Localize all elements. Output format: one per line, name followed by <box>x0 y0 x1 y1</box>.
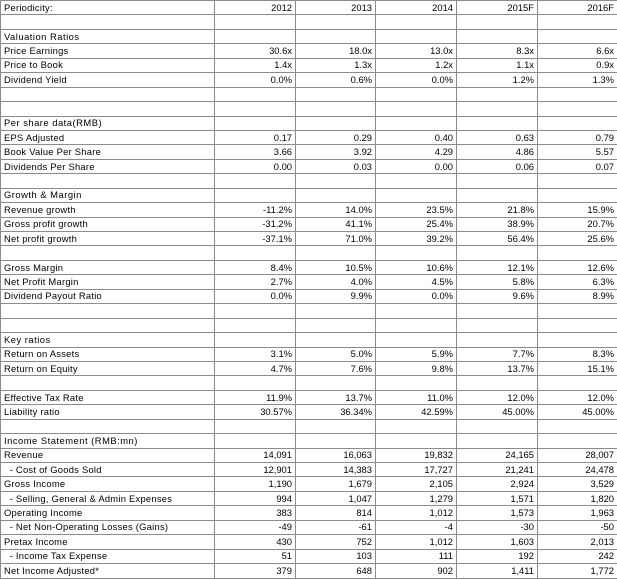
value-cell[interactable]: 2,013 <box>538 535 617 549</box>
table-row <box>1 361 617 375</box>
value-cell[interactable]: 41.1% <box>296 217 376 231</box>
empty-cell[interactable] <box>538 304 617 318</box>
spacer-row <box>1 174 617 188</box>
value-cell[interactable]: -11.2% <box>215 203 296 217</box>
value-cell[interactable]: 13.0x <box>376 44 457 58</box>
row-label[interactable]: Effective Tax Rate <box>1 390 215 404</box>
empty-cell[interactable] <box>215 376 296 390</box>
value-cell[interactable]: 242 <box>538 549 617 563</box>
value-cell[interactable]: 3.66 <box>215 145 296 159</box>
value-cell[interactable]: 192 <box>457 549 538 563</box>
empty-cell[interactable] <box>215 304 296 318</box>
value-cell[interactable]: 5.0% <box>296 347 376 361</box>
value-cell[interactable]: 12.0% <box>538 390 617 404</box>
value-cell[interactable]: 1.4x <box>215 58 296 72</box>
value-cell[interactable]: 0.9x <box>538 58 617 72</box>
empty-cell[interactable] <box>215 87 296 101</box>
table-row <box>1 448 617 462</box>
section-title[interactable]: Income Statement (RMB:mn) <box>1 434 215 448</box>
table-row <box>1 506 617 520</box>
empty-cell[interactable] <box>376 102 457 116</box>
empty-cell[interactable] <box>1 246 215 260</box>
value-cell[interactable]: 11.0% <box>376 390 457 404</box>
value-cell[interactable]: 24,165 <box>457 448 538 462</box>
value-cell[interactable]: 10.5% <box>296 260 376 274</box>
value-cell[interactable]: 9.9% <box>296 289 376 303</box>
empty-cell[interactable] <box>296 419 376 433</box>
empty-cell[interactable] <box>296 333 376 347</box>
year-header-2012[interactable]: 2012 <box>215 1 296 15</box>
value-cell[interactable]: 7.6% <box>296 361 376 375</box>
section-title[interactable]: Valuation Ratios <box>1 29 215 43</box>
empty-cell[interactable] <box>457 318 538 332</box>
row-label[interactable]: Dividend Yield <box>1 73 215 87</box>
value-cell[interactable]: 1,820 <box>538 491 617 505</box>
empty-cell[interactable] <box>457 304 538 318</box>
value-cell[interactable]: 0.07 <box>538 159 617 173</box>
value-cell[interactable]: 6.6x <box>538 44 617 58</box>
empty-cell[interactable] <box>1 419 215 433</box>
row-label[interactable]: Gross Margin <box>1 260 215 274</box>
empty-cell[interactable] <box>215 333 296 347</box>
empty-cell[interactable] <box>376 15 457 29</box>
value-cell[interactable]: 752 <box>296 535 376 549</box>
value-cell[interactable]: 4.29 <box>376 145 457 159</box>
value-cell[interactable]: 1,963 <box>538 506 617 520</box>
section-title[interactable]: Per share data(RMB) <box>1 116 215 130</box>
spacer-row <box>1 246 617 260</box>
empty-cell[interactable] <box>457 29 538 43</box>
empty-cell[interactable] <box>457 116 538 130</box>
value-cell[interactable]: -31.2% <box>215 217 296 231</box>
table-row <box>1 405 617 419</box>
empty-cell[interactable] <box>215 116 296 130</box>
value-cell[interactable]: 8.9% <box>538 289 617 303</box>
value-cell[interactable]: 994 <box>215 491 296 505</box>
empty-cell[interactable] <box>296 304 376 318</box>
empty-cell[interactable] <box>376 188 457 202</box>
value-cell[interactable]: 1.3x <box>296 58 376 72</box>
row-label[interactable]: - Selling, General & Admin Expenses <box>1 491 215 505</box>
empty-cell[interactable] <box>538 376 617 390</box>
value-cell[interactable]: 15.9% <box>538 203 617 217</box>
empty-cell[interactable] <box>215 434 296 448</box>
empty-cell[interactable] <box>215 419 296 433</box>
empty-cell[interactable] <box>538 174 617 188</box>
row-label[interactable]: - Net Non-Operating Losses (Gains) <box>1 520 215 534</box>
value-cell[interactable]: 2.7% <box>215 275 296 289</box>
value-cell[interactable]: 38.9% <box>457 217 538 231</box>
empty-cell[interactable] <box>215 29 296 43</box>
value-cell[interactable]: 9.8% <box>376 361 457 375</box>
value-cell[interactable]: 430 <box>215 535 296 549</box>
value-cell[interactable]: 12.1% <box>457 260 538 274</box>
row-label[interactable]: Dividends Per Share <box>1 159 215 173</box>
value-cell[interactable]: 36.34% <box>296 405 376 419</box>
value-cell[interactable]: 383 <box>215 506 296 520</box>
value-cell[interactable]: 8.3% <box>538 347 617 361</box>
value-cell[interactable]: 3,529 <box>538 477 617 491</box>
section-header-row <box>1 116 617 130</box>
value-cell[interactable]: 23.5% <box>376 203 457 217</box>
value-cell[interactable]: 1.3% <box>538 73 617 87</box>
empty-cell[interactable] <box>376 29 457 43</box>
value-cell[interactable]: 814 <box>296 506 376 520</box>
section-header-row <box>1 434 617 448</box>
spacer-row <box>1 419 617 433</box>
empty-cell[interactable] <box>376 419 457 433</box>
value-cell[interactable]: 0.06 <box>457 159 538 173</box>
value-cell[interactable]: 111 <box>376 549 457 563</box>
table-row <box>1 73 617 87</box>
value-cell[interactable]: 0.17 <box>215 130 296 144</box>
year-header-2013[interactable]: 2013 <box>296 1 376 15</box>
empty-cell[interactable] <box>215 174 296 188</box>
empty-cell[interactable] <box>457 87 538 101</box>
value-cell[interactable]: 19,832 <box>376 448 457 462</box>
value-cell[interactable]: 1,012 <box>376 535 457 549</box>
row-label[interactable]: Price to Book <box>1 58 215 72</box>
value-cell[interactable]: 20.7% <box>538 217 617 231</box>
empty-cell[interactable] <box>457 333 538 347</box>
empty-cell[interactable] <box>538 116 617 130</box>
value-cell[interactable]: 18.0x <box>296 44 376 58</box>
value-cell[interactable]: 1,190 <box>215 477 296 491</box>
spacer-row <box>1 87 617 101</box>
value-cell[interactable]: 12.0% <box>457 390 538 404</box>
value-cell[interactable]: 8.4% <box>215 260 296 274</box>
empty-cell[interactable] <box>1 174 215 188</box>
value-cell[interactable]: 4.86 <box>457 145 538 159</box>
empty-cell[interactable] <box>296 434 376 448</box>
empty-cell[interactable] <box>1 304 215 318</box>
empty-cell[interactable] <box>376 434 457 448</box>
empty-cell[interactable] <box>538 419 617 433</box>
value-cell[interactable]: 0.6% <box>296 73 376 87</box>
value-cell[interactable]: 2,105 <box>376 477 457 491</box>
empty-cell[interactable] <box>296 102 376 116</box>
value-cell[interactable]: 4.7% <box>215 361 296 375</box>
value-cell[interactable]: 25.6% <box>538 232 617 246</box>
header-row <box>1 1 617 15</box>
value-cell[interactable]: 0.63 <box>457 130 538 144</box>
table-row <box>1 520 617 534</box>
value-cell[interactable]: -49 <box>215 520 296 534</box>
empty-cell[interactable] <box>376 174 457 188</box>
row-label[interactable]: Net profit growth <box>1 232 215 246</box>
row-label[interactable]: Liability ratio <box>1 405 215 419</box>
value-cell[interactable]: 30.57% <box>215 405 296 419</box>
empty-cell[interactable] <box>296 246 376 260</box>
value-cell[interactable]: 0.79 <box>538 130 617 144</box>
spacer-row <box>1 304 617 318</box>
value-cell[interactable]: -37.1% <box>215 232 296 246</box>
row-label[interactable]: EPS Adjusted <box>1 130 215 144</box>
empty-cell[interactable] <box>457 246 538 260</box>
row-label[interactable]: Pretax Income <box>1 535 215 549</box>
periodicity-label[interactable]: Periodicity: <box>1 1 215 15</box>
row-label[interactable]: Return on Equity <box>1 361 215 375</box>
value-cell[interactable]: -61 <box>296 520 376 534</box>
value-cell[interactable]: 12,901 <box>215 463 296 477</box>
spacer-row <box>1 102 617 116</box>
value-cell[interactable]: 21,241 <box>457 463 538 477</box>
value-cell[interactable]: 28,007 <box>538 448 617 462</box>
value-cell[interactable]: 45.00% <box>457 405 538 419</box>
value-cell[interactable]: 51 <box>215 549 296 563</box>
table-row <box>1 130 617 144</box>
empty-cell[interactable] <box>1 102 215 116</box>
table-row <box>1 145 617 159</box>
empty-cell[interactable] <box>457 434 538 448</box>
empty-cell[interactable] <box>457 174 538 188</box>
value-cell[interactable]: 4.5% <box>376 275 457 289</box>
value-cell[interactable]: -30 <box>457 520 538 534</box>
value-cell[interactable]: 21.8% <box>457 203 538 217</box>
table-row <box>1 564 617 578</box>
row-label[interactable]: Dividend Payout Ratio <box>1 289 215 303</box>
value-cell[interactable]: 25.4% <box>376 217 457 231</box>
empty-cell[interactable] <box>376 246 457 260</box>
year-header-2014[interactable]: 2014 <box>376 1 457 15</box>
table-row <box>1 477 617 491</box>
section-title[interactable]: Growth & Margin <box>1 188 215 202</box>
value-cell[interactable]: 5.57 <box>538 145 617 159</box>
table-row <box>1 549 617 563</box>
row-label[interactable]: - Income Tax Expense <box>1 549 215 563</box>
value-cell[interactable]: 103 <box>296 549 376 563</box>
empty-cell[interactable] <box>457 376 538 390</box>
value-cell[interactable]: 13.7% <box>296 390 376 404</box>
empty-cell[interactable] <box>296 188 376 202</box>
empty-cell[interactable] <box>215 15 296 29</box>
section-header-row <box>1 333 617 347</box>
empty-cell[interactable] <box>296 318 376 332</box>
empty-cell[interactable] <box>215 246 296 260</box>
value-cell[interactable]: 14.0% <box>296 203 376 217</box>
value-cell[interactable]: 1,573 <box>457 506 538 520</box>
empty-cell[interactable] <box>457 188 538 202</box>
row-label[interactable]: Price Earnings <box>1 44 215 58</box>
value-cell[interactable]: 12.6% <box>538 260 617 274</box>
value-cell[interactable]: 0.0% <box>215 289 296 303</box>
value-cell[interactable]: 3.1% <box>215 347 296 361</box>
row-label[interactable]: Return on Assets <box>1 347 215 361</box>
value-cell[interactable]: -4 <box>376 520 457 534</box>
table-row <box>1 232 617 246</box>
value-cell[interactable]: 4.0% <box>296 275 376 289</box>
section-title[interactable]: Key ratios <box>1 333 215 347</box>
value-cell[interactable]: 1,679 <box>296 477 376 491</box>
empty-cell[interactable] <box>538 434 617 448</box>
empty-cell[interactable] <box>457 102 538 116</box>
value-cell[interactable]: 14,091 <box>215 448 296 462</box>
value-cell[interactable]: 1.1x <box>457 58 538 72</box>
spacer-row <box>1 318 617 332</box>
table-body <box>1 1 617 579</box>
empty-cell[interactable] <box>215 188 296 202</box>
value-cell[interactable]: 24,478 <box>538 463 617 477</box>
value-cell[interactable]: 1.2x <box>376 58 457 72</box>
empty-cell[interactable] <box>376 116 457 130</box>
value-cell[interactable]: 10.6% <box>376 260 457 274</box>
empty-cell[interactable] <box>1 15 215 29</box>
value-cell[interactable]: 0.0% <box>376 289 457 303</box>
spacer-row <box>1 15 617 29</box>
table-row <box>1 491 617 505</box>
empty-cell[interactable] <box>1 87 215 101</box>
empty-cell[interactable] <box>538 15 617 29</box>
empty-cell[interactable] <box>296 29 376 43</box>
empty-cell[interactable] <box>215 102 296 116</box>
empty-cell[interactable] <box>296 376 376 390</box>
value-cell[interactable]: 1,047 <box>296 491 376 505</box>
value-cell[interactable]: 5.9% <box>376 347 457 361</box>
empty-cell[interactable] <box>457 15 538 29</box>
value-cell[interactable]: 42.59% <box>376 405 457 419</box>
value-cell[interactable]: 56.4% <box>457 232 538 246</box>
value-cell[interactable]: 1,772 <box>538 564 617 578</box>
empty-cell[interactable] <box>376 376 457 390</box>
year-header-2016f[interactable]: 2016F <box>538 1 617 15</box>
table-row <box>1 260 617 274</box>
empty-cell[interactable] <box>376 318 457 332</box>
value-cell[interactable]: 6.3% <box>538 275 617 289</box>
empty-cell[interactable] <box>538 29 617 43</box>
table-row <box>1 159 617 173</box>
row-label[interactable]: Book Value Per Share <box>1 145 215 159</box>
empty-cell[interactable] <box>296 116 376 130</box>
table-row <box>1 275 617 289</box>
empty-cell[interactable] <box>538 318 617 332</box>
row-label[interactable]: Net Income Adjusted* <box>1 564 215 578</box>
spacer-row <box>1 376 617 390</box>
value-cell[interactable]: 3.92 <box>296 145 376 159</box>
empty-cell[interactable] <box>538 188 617 202</box>
value-cell[interactable]: 0.0% <box>376 73 457 87</box>
value-cell[interactable]: 902 <box>376 564 457 578</box>
row-label[interactable]: Operating Income <box>1 506 215 520</box>
year-header-2015f[interactable]: 2015F <box>457 1 538 15</box>
value-cell[interactable]: 5.8% <box>457 275 538 289</box>
table-row <box>1 535 617 549</box>
value-cell[interactable]: 1,411 <box>457 564 538 578</box>
empty-cell[interactable] <box>538 246 617 260</box>
section-header-row <box>1 29 617 43</box>
value-cell[interactable]: 1.2% <box>457 73 538 87</box>
row-label[interactable]: Gross profit growth <box>1 217 215 231</box>
value-cell[interactable]: 39.2% <box>376 232 457 246</box>
value-cell[interactable]: 9.6% <box>457 289 538 303</box>
empty-cell[interactable] <box>538 333 617 347</box>
empty-cell[interactable] <box>538 87 617 101</box>
value-cell[interactable]: 0.00 <box>215 159 296 173</box>
empty-cell[interactable] <box>296 87 376 101</box>
value-cell[interactable]: 14,383 <box>296 463 376 477</box>
value-cell[interactable]: 1,012 <box>376 506 457 520</box>
value-cell[interactable]: 1,279 <box>376 491 457 505</box>
value-cell[interactable]: 1,603 <box>457 535 538 549</box>
table-row <box>1 347 617 361</box>
empty-cell[interactable] <box>215 318 296 332</box>
value-cell[interactable]: 15.1% <box>538 361 617 375</box>
table-row <box>1 44 617 58</box>
value-cell[interactable]: 0.0% <box>215 73 296 87</box>
value-cell[interactable]: 0.03 <box>296 159 376 173</box>
empty-cell[interactable] <box>457 419 538 433</box>
empty-cell[interactable] <box>1 318 215 332</box>
empty-cell[interactable] <box>376 304 457 318</box>
value-cell[interactable]: 71.0% <box>296 232 376 246</box>
row-label[interactable]: Gross Income <box>1 477 215 491</box>
row-label[interactable]: Revenue growth <box>1 203 215 217</box>
table-row <box>1 203 617 217</box>
value-cell[interactable]: 45.00% <box>538 405 617 419</box>
empty-cell[interactable] <box>296 15 376 29</box>
table-row <box>1 463 617 477</box>
table-row <box>1 217 617 231</box>
value-cell[interactable]: 0.00 <box>376 159 457 173</box>
row-label[interactable]: - Cost of Goods Sold <box>1 463 215 477</box>
row-label[interactable]: Revenue <box>1 448 215 462</box>
value-cell[interactable]: 17,727 <box>376 463 457 477</box>
value-cell[interactable]: 16,063 <box>296 448 376 462</box>
value-cell[interactable]: 7.7% <box>457 347 538 361</box>
value-cell[interactable]: 648 <box>296 564 376 578</box>
table-row <box>1 289 617 303</box>
value-cell[interactable]: 1,571 <box>457 491 538 505</box>
empty-cell[interactable] <box>538 102 617 116</box>
row-label[interactable]: Net Profit Margin <box>1 275 215 289</box>
value-cell[interactable]: 13.7% <box>457 361 538 375</box>
value-cell[interactable]: 0.29 <box>296 130 376 144</box>
table-row <box>1 58 617 72</box>
value-cell[interactable]: 0.40 <box>376 130 457 144</box>
empty-cell[interactable] <box>376 87 457 101</box>
empty-cell[interactable] <box>1 376 215 390</box>
value-cell[interactable]: 2,924 <box>457 477 538 491</box>
value-cell[interactable]: -50 <box>538 520 617 534</box>
table-row <box>1 390 617 404</box>
value-cell[interactable]: 379 <box>215 564 296 578</box>
empty-cell[interactable] <box>376 333 457 347</box>
value-cell[interactable]: 8.3x <box>457 44 538 58</box>
section-header-row <box>1 188 617 202</box>
value-cell[interactable]: 30.6x <box>215 44 296 58</box>
empty-cell[interactable] <box>296 174 376 188</box>
value-cell[interactable]: 11.9% <box>215 390 296 404</box>
